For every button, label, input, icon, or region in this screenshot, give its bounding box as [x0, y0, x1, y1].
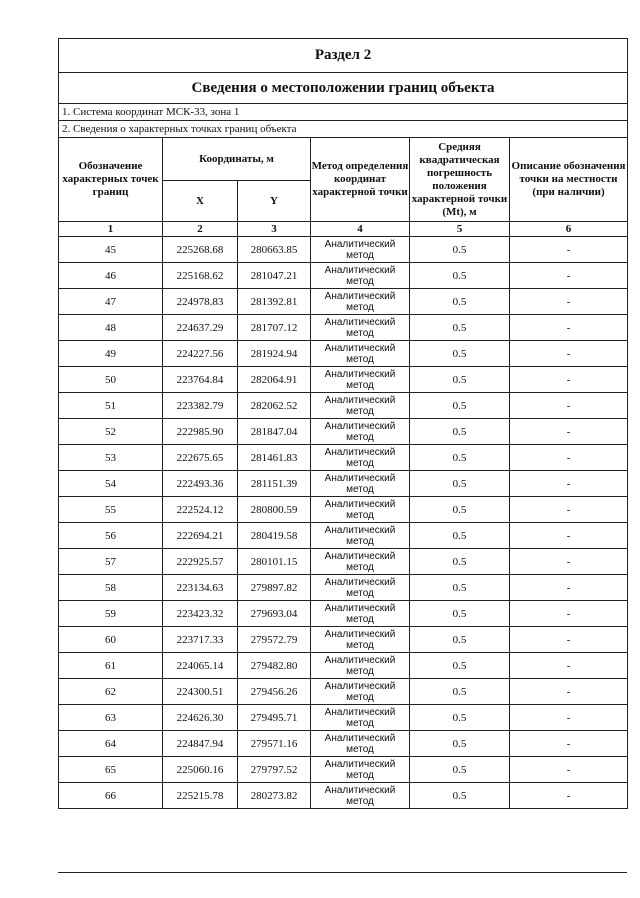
accuracy-cell: 0.5 [410, 341, 510, 367]
coord-y-cell: 282064.91 [238, 367, 311, 393]
method-cell: Аналитический метод [311, 471, 410, 497]
method-cell: Аналитический метод [311, 445, 410, 471]
coord-y-cell: 279693.04 [238, 601, 311, 627]
table-row [59, 783, 628, 809]
description-cell: - [510, 497, 628, 523]
table-row [59, 367, 628, 393]
header-description: Описание обозначения точки на местности (при наличии) [510, 138, 628, 222]
points-heading-text: 2. Сведения о характерных точках границ объекта [59, 121, 628, 138]
point-id-cell: 45 [59, 237, 163, 263]
description-cell: - [510, 679, 628, 705]
point-id-cell: 56 [59, 523, 163, 549]
coord-system-text: 1. Система координат МСК-33, зона 1 [59, 104, 628, 121]
table-row [59, 237, 628, 263]
coord-y-cell: 279571.16 [238, 731, 311, 757]
method-cell: Аналитический метод [311, 549, 410, 575]
point-id-cell: 48 [59, 315, 163, 341]
point-id-cell: 57 [59, 549, 163, 575]
coord-y-cell: 280273.82 [238, 783, 311, 809]
coord-x-cell: 224637.29 [163, 315, 238, 341]
table-row [59, 523, 628, 549]
point-id-cell: 65 [59, 757, 163, 783]
column-number: 2 [163, 222, 238, 237]
table-row [59, 549, 628, 575]
point-id-cell: 64 [59, 731, 163, 757]
accuracy-cell: 0.5 [410, 601, 510, 627]
accuracy-cell: 0.5 [410, 289, 510, 315]
coord-x-cell: 224978.83 [163, 289, 238, 315]
accuracy-cell: 0.5 [410, 783, 510, 809]
point-id-cell: 49 [59, 341, 163, 367]
table-row [59, 471, 628, 497]
description-cell: - [510, 471, 628, 497]
description-cell: - [510, 653, 628, 679]
table-row [59, 705, 628, 731]
column-number: 1 [59, 222, 163, 237]
description-cell: - [510, 445, 628, 471]
coord-x-cell: 222524.12 [163, 497, 238, 523]
description-cell: - [510, 627, 628, 653]
accuracy-cell: 0.5 [410, 549, 510, 575]
header-method: Метод определения координат характерной точки [311, 138, 410, 222]
point-id-cell: 66 [59, 783, 163, 809]
method-cell: Аналитический метод [311, 783, 410, 809]
description-cell: - [510, 341, 628, 367]
description-cell: - [510, 367, 628, 393]
method-cell: Аналитический метод [311, 341, 410, 367]
description-cell: - [510, 263, 628, 289]
point-id-cell: 62 [59, 679, 163, 705]
accuracy-cell: 0.5 [410, 393, 510, 419]
point-id-cell: 53 [59, 445, 163, 471]
description-cell: - [510, 237, 628, 263]
accuracy-cell: 0.5 [410, 471, 510, 497]
point-id-cell: 59 [59, 601, 163, 627]
coord-y-cell: 281461.83 [238, 445, 311, 471]
table-row [59, 315, 628, 341]
coord-y-cell: 280101.15 [238, 549, 311, 575]
column-number: 3 [238, 222, 311, 237]
header-row-1 [59, 138, 628, 181]
coord-x-cell: 223764.84 [163, 367, 238, 393]
points-heading-row [59, 121, 628, 138]
table-row [59, 627, 628, 653]
accuracy-cell: 0.5 [410, 419, 510, 445]
method-cell: Аналитический метод [311, 705, 410, 731]
coord-x-cell: 224065.14 [163, 653, 238, 679]
coord-x-cell: 222694.21 [163, 523, 238, 549]
method-cell: Аналитический метод [311, 679, 410, 705]
coord-x-cell: 222985.90 [163, 419, 238, 445]
accuracy-cell: 0.5 [410, 497, 510, 523]
point-id-cell: 52 [59, 419, 163, 445]
method-cell: Аналитический метод [311, 393, 410, 419]
accuracy-cell: 0.5 [410, 263, 510, 289]
coord-x-cell: 225268.68 [163, 237, 238, 263]
table-row [59, 445, 628, 471]
table-row [59, 731, 628, 757]
header-coordinates: Координаты, м [163, 138, 311, 181]
coord-system-row [59, 104, 628, 121]
coord-x-cell: 222493.36 [163, 471, 238, 497]
method-cell: Аналитический метод [311, 263, 410, 289]
method-cell: Аналитический метод [311, 315, 410, 341]
table-row [59, 419, 628, 445]
accuracy-cell: 0.5 [410, 523, 510, 549]
column-number: 5 [410, 222, 510, 237]
coord-y-cell: 280663.85 [238, 237, 311, 263]
coord-x-cell: 223423.32 [163, 601, 238, 627]
accuracy-cell: 0.5 [410, 627, 510, 653]
header-accuracy: Средняя квадратическая погрешность положения характерной точки (Mt), м [410, 138, 510, 222]
section-title-row [59, 39, 628, 73]
column-numbers-row [59, 222, 628, 237]
description-cell: - [510, 705, 628, 731]
description-cell: - [510, 601, 628, 627]
table-body [59, 39, 628, 809]
coord-y-cell: 279456.26 [238, 679, 311, 705]
coord-y-cell: 279797.52 [238, 757, 311, 783]
point-id-cell: 46 [59, 263, 163, 289]
coord-y-cell: 281151.39 [238, 471, 311, 497]
coord-x-cell: 224227.56 [163, 341, 238, 367]
table-row [59, 497, 628, 523]
point-id-cell: 63 [59, 705, 163, 731]
description-cell: - [510, 289, 628, 315]
accuracy-cell: 0.5 [410, 653, 510, 679]
coord-x-cell: 223717.33 [163, 627, 238, 653]
accuracy-cell: 0.5 [410, 445, 510, 471]
coord-x-cell: 224847.94 [163, 731, 238, 757]
table-row [59, 263, 628, 289]
method-cell: Аналитический метод [311, 523, 410, 549]
point-id-cell: 47 [59, 289, 163, 315]
coord-y-cell: 280800.59 [238, 497, 311, 523]
document-sheet [58, 38, 627, 809]
coord-x-cell: 225168.62 [163, 263, 238, 289]
method-cell: Аналитический метод [311, 575, 410, 601]
method-cell: Аналитический метод [311, 731, 410, 757]
description-cell: - [510, 419, 628, 445]
column-number: 4 [311, 222, 410, 237]
point-id-cell: 58 [59, 575, 163, 601]
description-cell: - [510, 731, 628, 757]
table-row [59, 289, 628, 315]
description-cell: - [510, 523, 628, 549]
description-cell: - [510, 549, 628, 575]
subtitle-row [59, 73, 628, 104]
footer-divider [58, 872, 627, 873]
point-id-cell: 60 [59, 627, 163, 653]
description-cell: - [510, 393, 628, 419]
method-cell: Аналитический метод [311, 237, 410, 263]
method-cell: Аналитический метод [311, 627, 410, 653]
description-cell: - [510, 315, 628, 341]
table-row [59, 601, 628, 627]
header-designation: Обозначение характерных точек границ [59, 138, 163, 222]
accuracy-cell: 0.5 [410, 575, 510, 601]
method-cell: Аналитический метод [311, 653, 410, 679]
method-cell: Аналитический метод [311, 601, 410, 627]
section-title: Раздел 2 [59, 39, 628, 73]
point-id-cell: 55 [59, 497, 163, 523]
boundary-points-table [58, 38, 628, 809]
accuracy-cell: 0.5 [410, 757, 510, 783]
method-cell: Аналитический метод [311, 419, 410, 445]
method-cell: Аналитический метод [311, 367, 410, 393]
method-cell: Аналитический метод [311, 497, 410, 523]
coord-y-cell: 279482.80 [238, 653, 311, 679]
table-row [59, 575, 628, 601]
coord-y-cell: 281707.12 [238, 315, 311, 341]
point-id-cell: 50 [59, 367, 163, 393]
coord-y-cell: 282062.52 [238, 393, 311, 419]
point-id-cell: 54 [59, 471, 163, 497]
coord-x-cell: 224626.30 [163, 705, 238, 731]
coord-x-cell: 224300.51 [163, 679, 238, 705]
description-cell: - [510, 575, 628, 601]
table-row [59, 341, 628, 367]
coord-y-cell: 281047.21 [238, 263, 311, 289]
description-cell: - [510, 757, 628, 783]
accuracy-cell: 0.5 [410, 367, 510, 393]
point-id-cell: 51 [59, 393, 163, 419]
accuracy-cell: 0.5 [410, 731, 510, 757]
accuracy-cell: 0.5 [410, 705, 510, 731]
coord-y-cell: 279572.79 [238, 627, 311, 653]
coord-y-cell: 279897.82 [238, 575, 311, 601]
method-cell: Аналитический метод [311, 757, 410, 783]
coord-y-cell: 280419.58 [238, 523, 311, 549]
description-cell: - [510, 783, 628, 809]
table-row [59, 393, 628, 419]
method-cell: Аналитический метод [311, 289, 410, 315]
coord-x-cell: 223382.79 [163, 393, 238, 419]
coord-x-cell: 225060.16 [163, 757, 238, 783]
coord-x-cell: 223134.63 [163, 575, 238, 601]
point-id-cell: 61 [59, 653, 163, 679]
coord-x-cell: 225215.78 [163, 783, 238, 809]
accuracy-cell: 0.5 [410, 237, 510, 263]
table-row [59, 757, 628, 783]
header-x: X [163, 181, 238, 222]
coord-y-cell: 281924.94 [238, 341, 311, 367]
table-row [59, 653, 628, 679]
coord-x-cell: 222675.65 [163, 445, 238, 471]
section-subtitle: Сведения о местоположении границ объекта [59, 73, 628, 104]
accuracy-cell: 0.5 [410, 679, 510, 705]
column-number: 6 [510, 222, 628, 237]
coord-y-cell: 279495.71 [238, 705, 311, 731]
header-y: Y [238, 181, 311, 222]
coord-y-cell: 281392.81 [238, 289, 311, 315]
accuracy-cell: 0.5 [410, 315, 510, 341]
coord-y-cell: 281847.04 [238, 419, 311, 445]
coord-x-cell: 222925.57 [163, 549, 238, 575]
table-row [59, 679, 628, 705]
